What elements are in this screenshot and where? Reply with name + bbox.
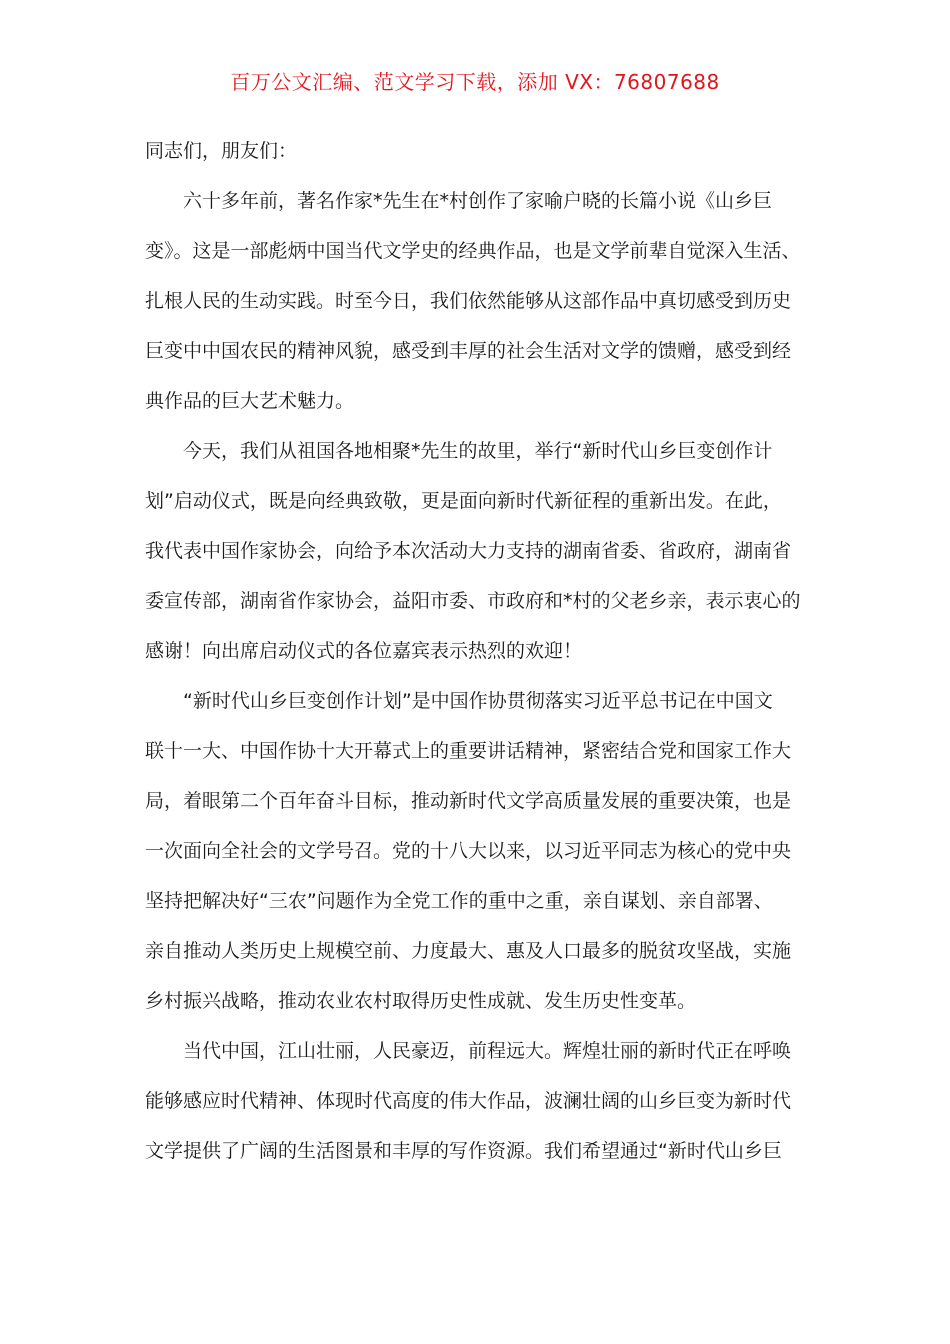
paragraph-2-line: 委宣传部，湖南省作家协会，益阳市委、市政府和*村的父老乡亲，表示衷心的: [145, 590, 801, 612]
paragraph-4-line: 能够感应时代精神、体现时代高度的伟大作品，波澜壮阔的山乡巨变为新时代: [145, 1090, 792, 1112]
paragraph-4-line: 文学提供了广阔的生活图景和丰厚的写作资源。我们希望通过“新时代山乡巨: [145, 1140, 782, 1162]
paragraph-3-line: 一次面向全社会的文学号召。党的十八大以来，以习近平同志为核心的党中央: [145, 840, 792, 862]
salutation-line: 同志们，朋友们：: [145, 140, 298, 162]
paragraph-2-line: 划”启动仪式，既是向经典致敬，更是面向新时代新征程的重新出发。在此，: [145, 490, 782, 512]
paragraph-2-line: 今天，我们从祖国各地相聚*先生的故里，举行“新时代山乡巨变创作计: [183, 440, 773, 462]
paragraph-2-line: 感谢！向出席启动仪式的各位嘉宾表示热烈的欢迎！: [145, 640, 583, 662]
paragraph-3-line: 联十一大、中国作协十大开幕式上的重要讲话精神，紧密结合党和国家工作大: [145, 740, 792, 762]
paragraph-4-line: 当代中国，江山壮丽，人民豪迈，前程远大。辉煌壮丽的新时代正在呼唤: [183, 1040, 792, 1062]
paragraph-1-line: 扎根人民的生动实践。时至今日，我们依然能够从这部作品中真切感受到历史: [145, 290, 792, 312]
paragraph-3-line: 亲自推动人类历史上规模空前、力度最大、惠及人口最多的脱贫攻坚战，实施: [145, 940, 792, 962]
paragraph-2-line: 我代表中国作家协会，向给予本次活动大力支持的湖南省委、省政府，湖南省: [145, 540, 792, 562]
paragraph-1-line: 典作品的巨大艺术魅力。: [145, 390, 355, 412]
document-body: [145, 136, 805, 1186]
paragraph-3-line: 局，着眼第二个百年奋斗目标，推动新时代文学高质量发展的重要决策，也是: [145, 790, 792, 812]
watermark-header: 百万公文汇编、范文学习下载，添加 VX：76807688: [230, 70, 720, 94]
paragraph-1-line: 六十多年前，著名作家*先生在*村创作了家喻户晓的长篇小说《山乡巨: [183, 190, 773, 212]
paragraph-3-line: “新时代山乡巨变创作计划”是中国作协贯彻落实习近平总书记在中国文: [183, 690, 773, 712]
paragraph-1-line: 变》。这是一部彪炳中国当代文学史的经典作品，也是文学前辈自觉深入生活、: [145, 240, 801, 262]
paragraph-3-line: 坚持把解决好“三农”问题作为全党工作的重中之重，亲自谋划、亲自部署、: [145, 890, 773, 912]
paragraph-1-line: 巨变中中国农民的精神风貌，感受到丰厚的社会生活对文学的馈赠，感受到经: [145, 340, 792, 362]
paragraph-3-line: 乡村振兴战略，推动农业农村取得历史性成就、发生历史性变革。: [145, 990, 697, 1012]
